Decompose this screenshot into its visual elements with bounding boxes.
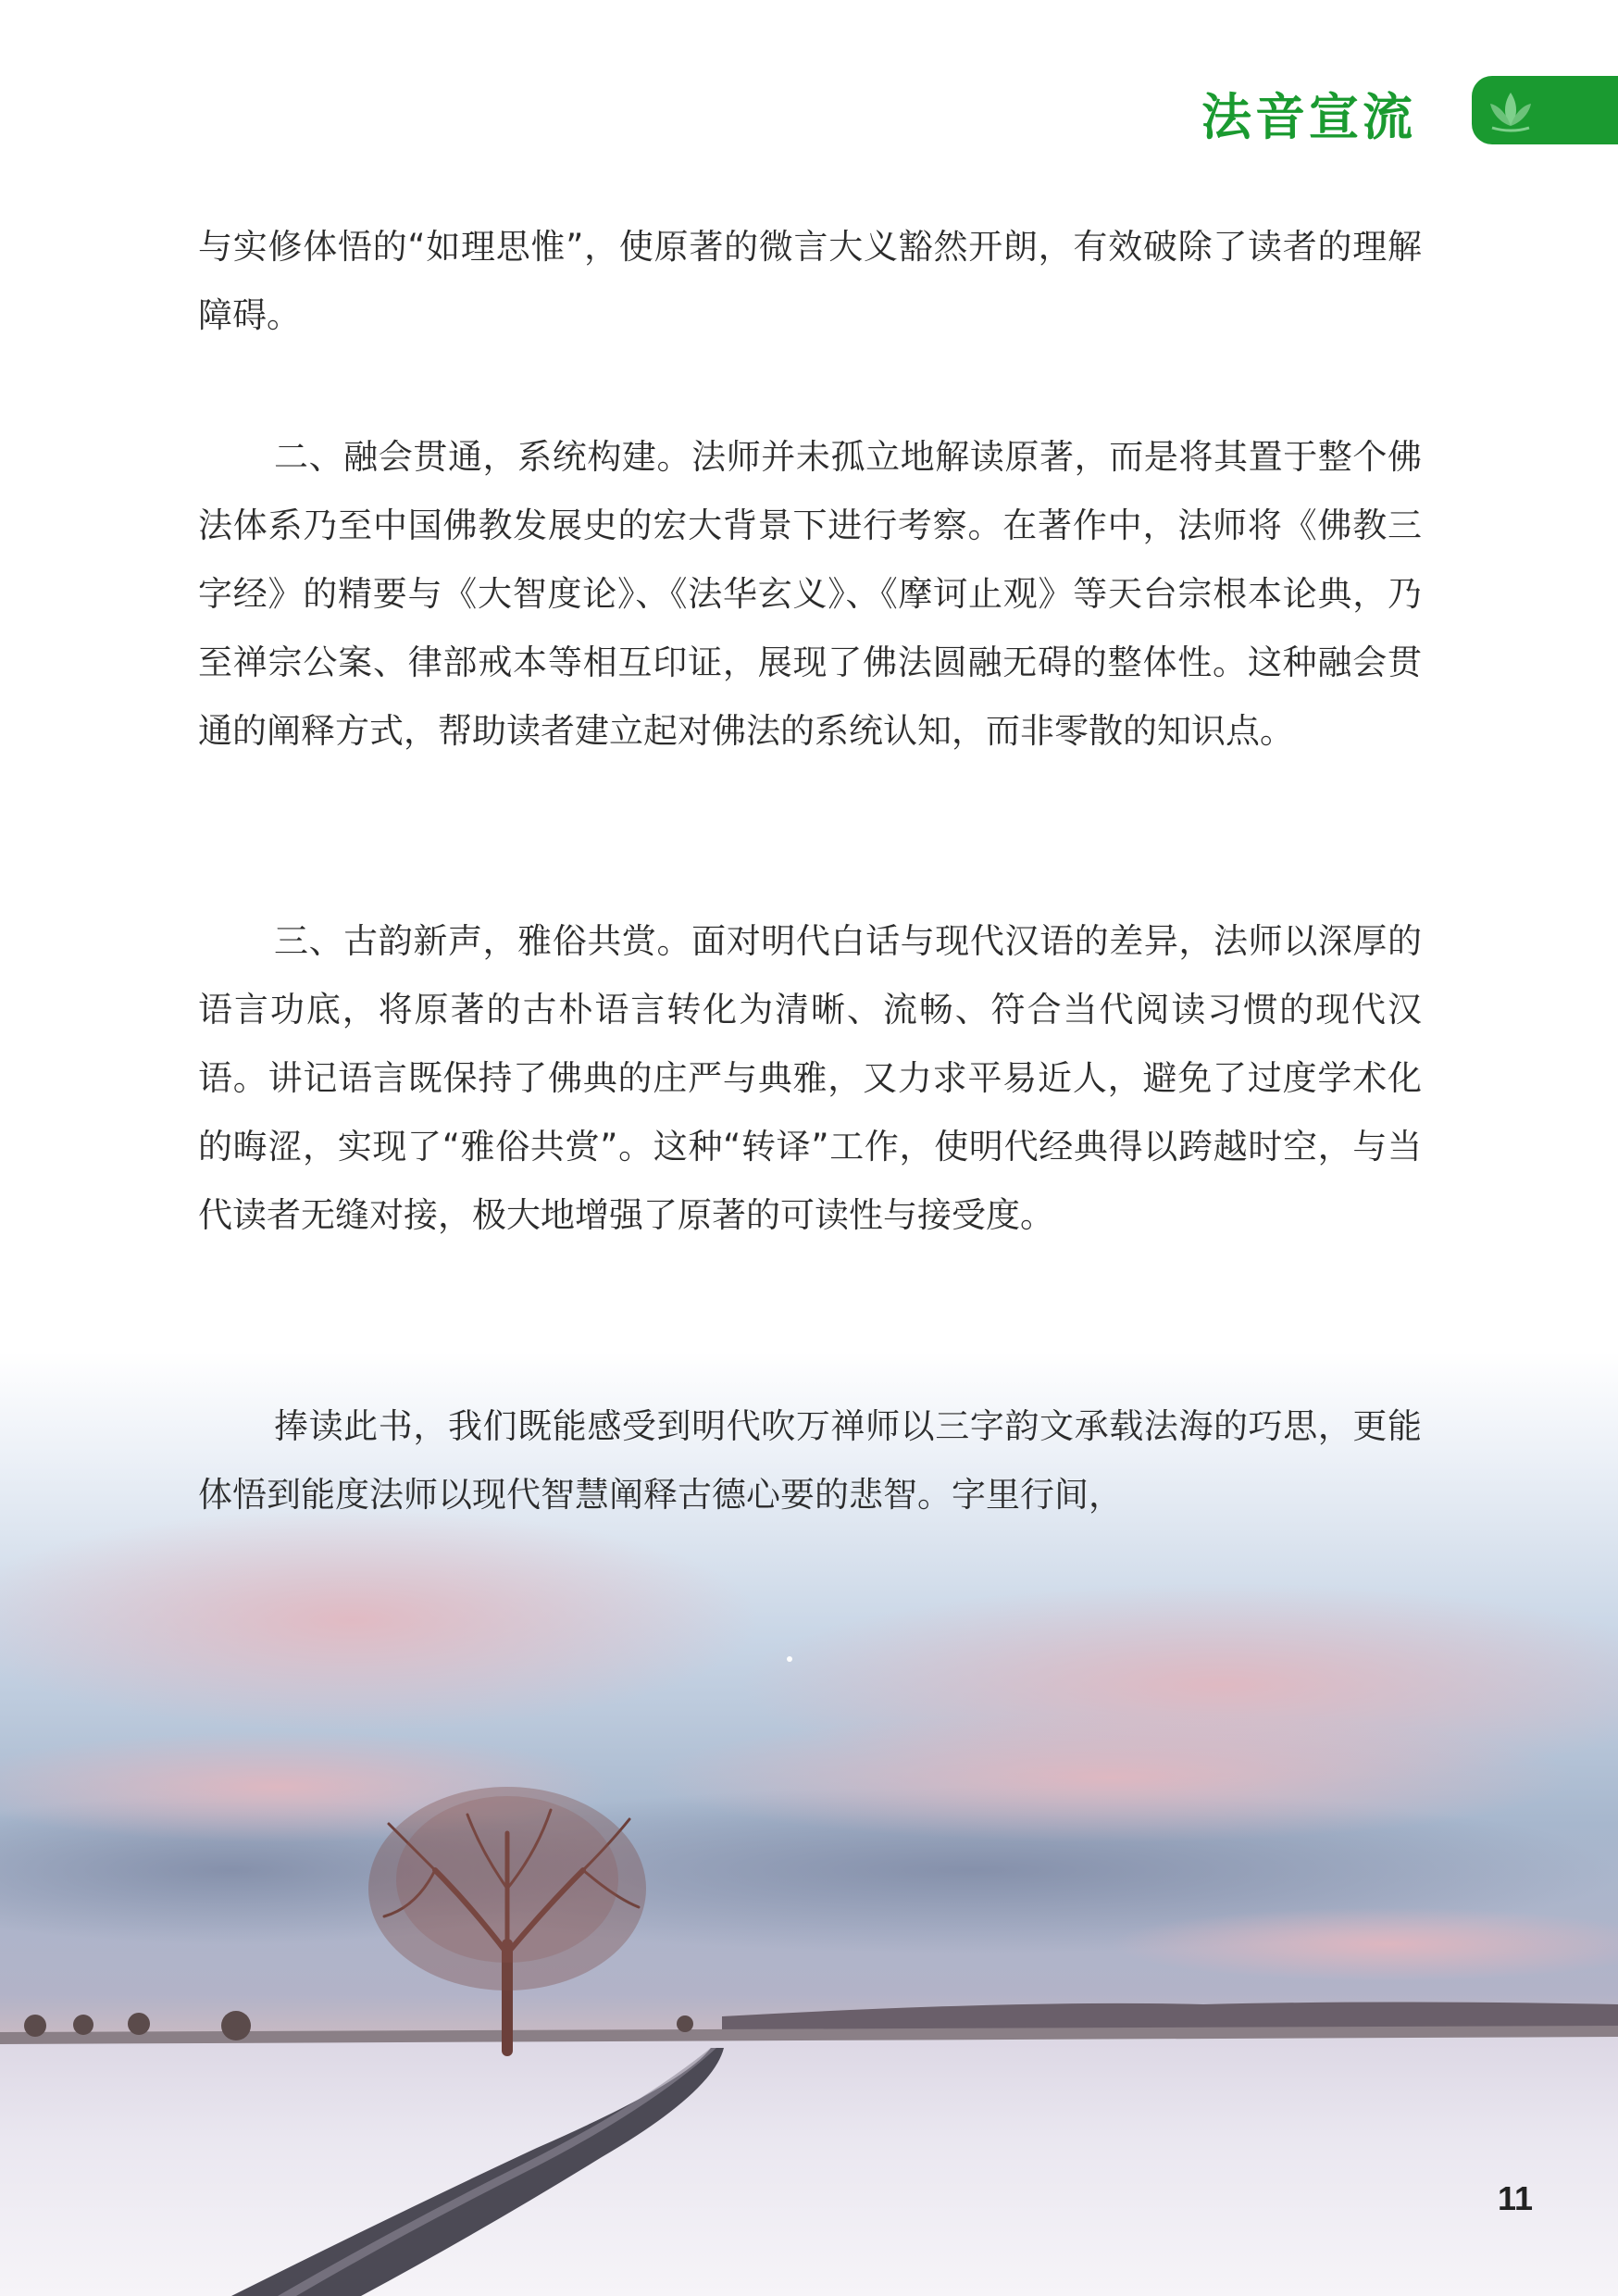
article-paragraph-4 — [198, 1392, 1422, 1529]
paragraph-text: 捧读此书，我们既能感受到明代吹万禅师以三字韵文承载法海的巧思，更能体悟到能度法师以现代智慧阐释古德心要的悲智。字里行间， — [198, 1406, 1422, 1515]
paragraph-text: 三、古韵新声，雅俗共赏。面对明代白话与现代汉语的差异，法师以深厚的语言功底，将原著的古朴语言转化为清晰、流畅、符合当代阅读习惯的现代汉语。讲记语言既保持了佛典的庄严与典雅，又力求平易近人，避免了过度学术化的晦涩，实现了“雅俗共赏”。这种“转译”工作，使明代经典得以跨越时空，与当代读者无缝对接，极大地增强了原著的可读性与接受度。 — [198, 921, 1422, 1235]
paragraph-text: 与实修体悟的“如理思惟”，使原著的微言大义豁然开朗，有效破除了读者的理解障碍。 — [198, 227, 1422, 335]
lotus-icon — [1483, 87, 1538, 133]
page-number: 11 — [1498, 2179, 1534, 2217]
section-title: 法音宣流 — [1201, 88, 1416, 146]
paragraph-text: 二、融会贯通，系统构建。法师并未孤立地解读原著，而是将其置于整个佛法体系乃至中国佛教发展史的宏大背景下进行考察。在著作中，法师将《佛教三字经》的精要与《大智度论》、《法华玄义》、《摩诃止观》等天台宗根本论典，乃至禅宗公案、律部戒本等相互印证，展现了佛法圆融无碍的整体性。这种融会贯通的阐释方式，帮助读者建立起对佛法的系统认知，而非零散的知识点。 — [198, 437, 1422, 751]
article-paragraph-3 — [198, 907, 1422, 1250]
article-paragraph-2 — [198, 423, 1422, 766]
article-paragraph-1 — [198, 213, 1422, 350]
